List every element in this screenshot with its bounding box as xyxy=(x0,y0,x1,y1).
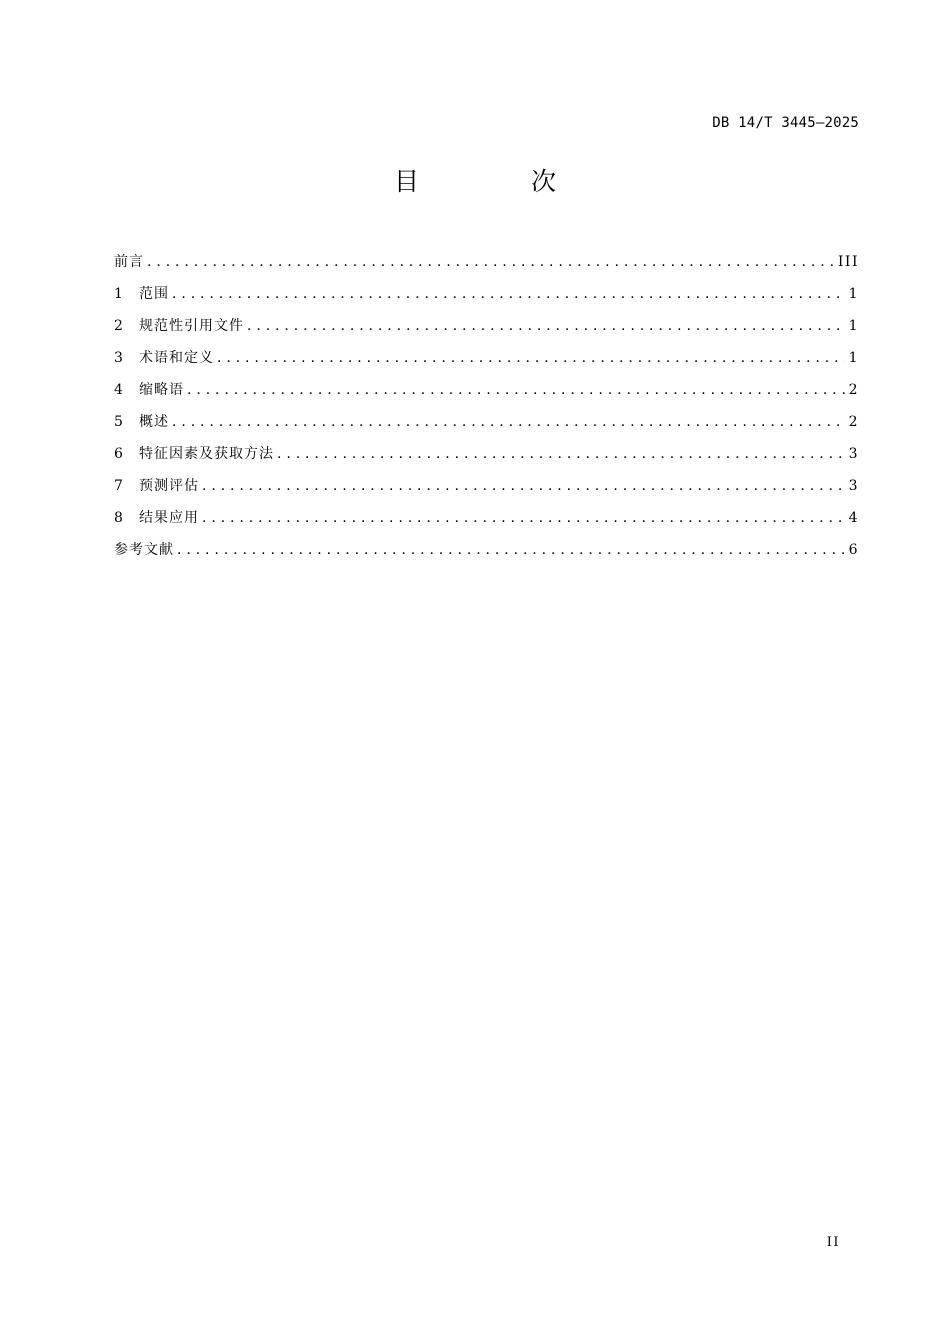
toc-leader-dots xyxy=(277,442,845,466)
toc-leader-dots xyxy=(202,474,845,498)
toc-leader-dots xyxy=(177,538,845,562)
toc-entry-number: 7 xyxy=(114,478,123,494)
toc-entry-foreword[interactable] xyxy=(114,250,859,282)
toc-entry-6[interactable] xyxy=(114,442,859,474)
toc-entry-7[interactable] xyxy=(114,474,859,506)
toc-leader-dots xyxy=(172,410,845,434)
toc-entry-8[interactable] xyxy=(114,506,859,538)
toc-leader-dots xyxy=(147,250,834,274)
toc-entry-text: 术语和定义 xyxy=(139,350,214,366)
toc-entry-text: 预测评估 xyxy=(139,478,199,494)
toc-entry-page: III xyxy=(837,254,859,270)
toc-entry-text: 结果应用 xyxy=(139,510,199,526)
toc-entry-text: 规范性引用文件 xyxy=(139,318,244,334)
toc-entry-page: 6 xyxy=(848,542,859,558)
toc-entry-number: 3 xyxy=(114,350,123,366)
toc-entry-text: 特征因素及获取方法 xyxy=(139,446,274,462)
toc-entry-text: 前言 xyxy=(114,254,144,270)
toc-leader-dots xyxy=(247,314,845,338)
page-number: II xyxy=(826,1235,840,1250)
toc-entry-2[interactable] xyxy=(114,314,859,346)
toc-entry-4[interactable] xyxy=(114,378,859,410)
toc-entry-page: 4 xyxy=(848,510,859,526)
toc-entry-text: 参考文献 xyxy=(114,542,174,558)
toc-entry-number: 5 xyxy=(114,414,123,430)
toc-entry-page: 1 xyxy=(848,286,859,302)
toc-entry-1[interactable] xyxy=(114,282,859,314)
toc-entry-number: 4 xyxy=(114,382,123,398)
toc-entry-3[interactable] xyxy=(114,346,859,378)
toc-title: 目 次 xyxy=(394,167,608,196)
toc-entry-page: 1 xyxy=(848,318,859,334)
toc-leader-dots xyxy=(172,282,845,306)
toc-entry-text: 缩略语 xyxy=(139,382,184,398)
document-code: DB 14/T 3445—2025 xyxy=(712,115,859,131)
toc-entry-page: 3 xyxy=(848,478,859,494)
toc-entry-number: 2 xyxy=(114,318,123,334)
toc-entry-references[interactable] xyxy=(114,538,859,570)
toc-leader-dots xyxy=(202,506,845,530)
toc-entry-page: 1 xyxy=(848,350,859,366)
toc-entry-text: 概述 xyxy=(139,414,169,430)
toc-entry-page: 3 xyxy=(848,446,859,462)
toc-entry-5[interactable] xyxy=(114,410,859,442)
table-of-contents xyxy=(114,250,859,570)
toc-entry-number: 1 xyxy=(114,286,123,302)
toc-leader-dots xyxy=(187,378,845,402)
toc-entry-page: 2 xyxy=(848,382,859,398)
toc-leader-dots xyxy=(217,346,845,370)
toc-entry-page: 2 xyxy=(848,414,859,430)
toc-entry-text: 范围 xyxy=(139,286,169,302)
toc-entry-number: 6 xyxy=(114,446,123,462)
toc-entry-number: 8 xyxy=(114,510,123,526)
